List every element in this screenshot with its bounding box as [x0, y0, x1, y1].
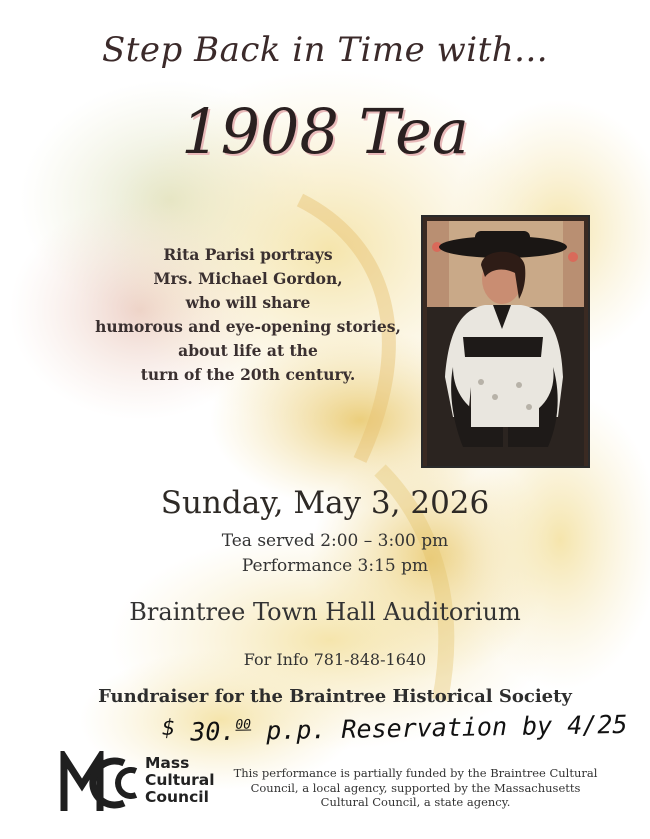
council-name-line: Cultural [145, 771, 215, 789]
intro-line: Rita Parisi portrays [163, 245, 333, 264]
council-name [145, 755, 235, 806]
funding-note-line: Council, a local agency, supported by the Massachusetts [250, 780, 581, 795]
tea-time: Tea served 2:00 – 3:00 pm [221, 531, 449, 551]
intro-line: humorous and eye-opening stories, [95, 317, 401, 336]
council-name-line: Mass [145, 754, 190, 772]
funding-note-line: Cultural Council, a state agency. [320, 795, 511, 809]
performer-portrait [421, 215, 590, 468]
venue: Braintree Town Hall Auditorium [129, 598, 521, 626]
portrait-image [423, 217, 588, 466]
event-title: 1908 Tea [181, 95, 469, 168]
fundraiser-line: Fundraiser for the Braintree Historical Society [98, 686, 572, 707]
price-cents: 00 [235, 717, 252, 733]
intro-line: Mrs. Michael Gordon, [153, 269, 343, 288]
intro-line: turn of the 20th century. [140, 365, 356, 384]
funding-note-line: This performance is partially funded by the Braintree Cultural [233, 766, 598, 780]
price-amount: 30. [190, 716, 236, 747]
tagline: Step Back in Time with... [101, 30, 549, 70]
price-dollar-sign: $ [161, 715, 176, 742]
funding-note [228, 766, 603, 810]
performer-intro [78, 243, 418, 387]
intro-line: who will share [185, 293, 311, 312]
reservation-note: p.p. Reservation by 4/25 [265, 709, 628, 746]
info-phone: For Info 781-848-1640 [243, 650, 427, 669]
council-name-line: Council [145, 788, 209, 806]
mass-cultural-council-logo-icon [60, 751, 140, 815]
intro-line: about life at the [178, 341, 318, 360]
performance-time: Performance 3:15 pm [241, 556, 429, 576]
event-date: Sunday, May 3, 2026 [160, 485, 490, 521]
